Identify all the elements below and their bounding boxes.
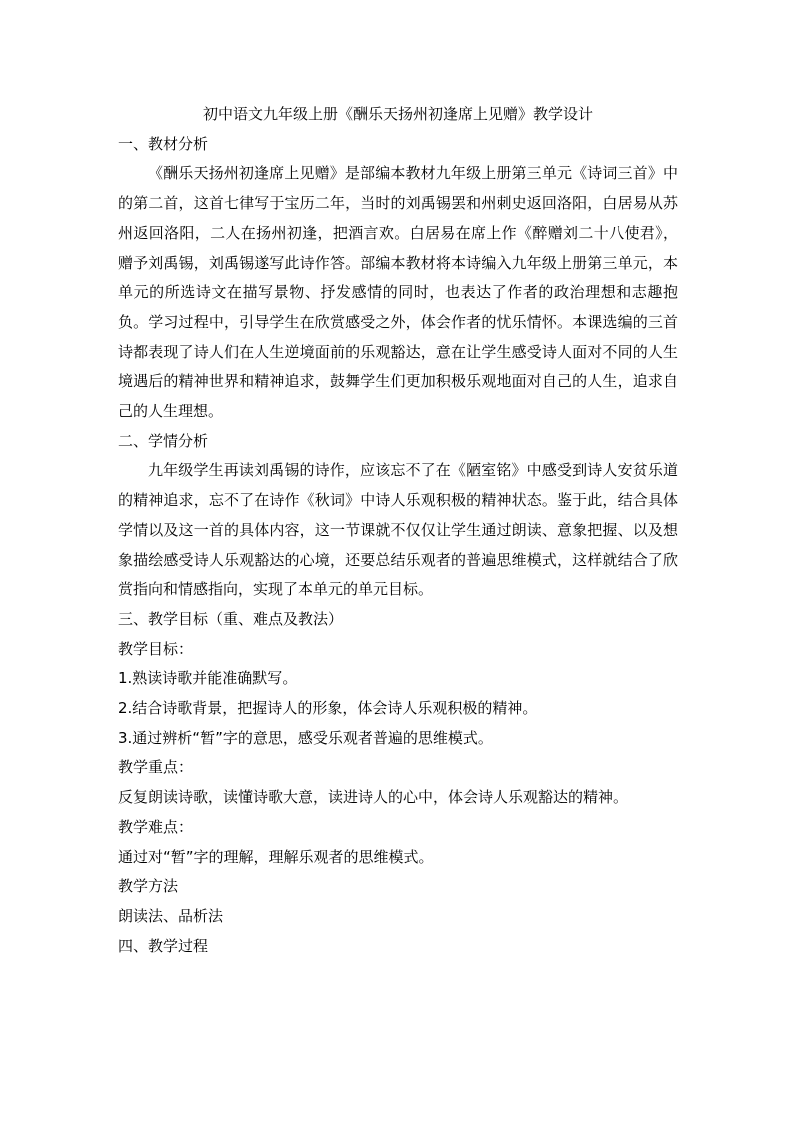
- section-heading-textbook-analysis: 一、教材分析: [118, 134, 209, 153]
- methods-text: 朗读法、品析法: [118, 906, 224, 925]
- document-title: 初中语文九年级上册《酬乐天扬州初逢席上见赠》教学设计: [202, 105, 593, 123]
- section-heading-teaching-process: 四、教学过程: [118, 936, 209, 955]
- label-teaching-key-points: 教学重点：: [118, 758, 194, 777]
- difficulties-text: 通过对“暂”字的理解，理解乐观者的思维模式。: [118, 847, 434, 866]
- label-teaching-difficulties: 教学难点：: [118, 817, 194, 836]
- section-heading-student-analysis: 二、学情分析: [118, 431, 209, 450]
- section-heading-teaching-objectives: 三、教学目标（重、难点及教法）: [118, 609, 344, 628]
- paragraph-student-analysis: 九年级学生再读刘禹锡的诗作，应该忘不了在《陋室铭》中感受到诗人安贫乐道的精神追求，忘不了在诗作《秋词》中诗人乐观积极的精神状态。鉴于此，结合具体学情以及这一首的具体内容，这一节课就不仅仅让学生通过朗读、意象把握、以及想象描绘感受诗人乐观豁达的心境，还要总结乐观者的普遍思维模式，这样就结合了欣赏指向和情感指向，实现了本单元的单元目标。: [118, 461, 678, 599]
- key-points-text: 反复朗读诗歌，读懂诗歌大意，读进诗人的心中，体会诗人乐观豁达的精神。: [118, 788, 629, 807]
- label-teaching-objectives: 教学目标：: [118, 639, 194, 658]
- label-teaching-methods: 教学方法: [118, 877, 179, 896]
- objective-item-3: 3.通过辨析“暂”字的意思，感受乐观者普遍的思维模式。: [118, 728, 493, 747]
- paragraph-textbook-analysis: 《酬乐天扬州初逢席上见赠》是部编本教材九年级上册第三单元《诗词三首》中的第二首，这首七律写于宝历二年，当时的刘禹锡罢和州刺史返回洛阳，白居易从苏州返回洛阳，二人在扬州初逢，把酒言欢。白居易在席上作《醉赠刘二十八使君》，赠予刘禹锡，刘禹锡遂写此诗作答。部编本教材将本诗编入九年级上册第三单元，本单元的所选诗文在描写景物、抒发感情的同时，也表达了作者的政治理想和志趣抱负。学习过程中，引导学生在欣赏感受之外，体会作者的忧乐情怀。本课选编的三首诗都表现了诗人们在人生逆境面前的乐观豁达，意在让学生感受诗人面对不同的人生境遇后的精神世界和精神追求，鼓舞学生们更加积极乐观地面对自己的人生，追求自己的人生理想。: [118, 164, 678, 421]
- objective-item-2: 2.结合诗歌背景，把握诗人的形象，体会诗人乐观积极的精神。: [118, 699, 538, 718]
- objective-item-1: 1.熟读诗歌并能准确默写。: [118, 669, 298, 688]
- document-body: [118, 100, 678, 961]
